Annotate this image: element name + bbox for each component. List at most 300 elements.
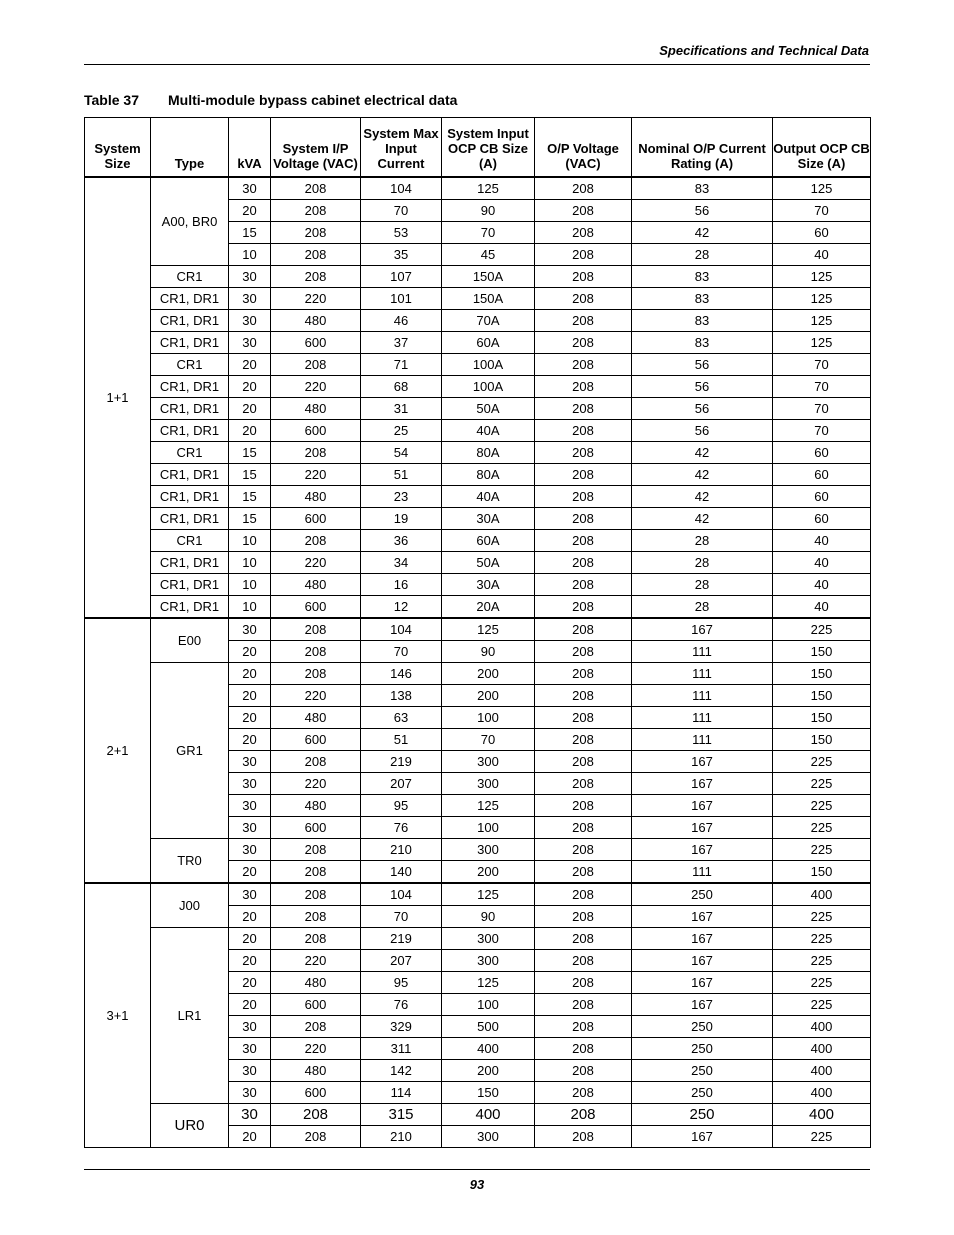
output-voltage-cell: 208 xyxy=(535,177,632,200)
output-voltage-cell: 208 xyxy=(535,707,632,729)
input-voltage-cell: 208 xyxy=(271,266,361,288)
max-input-current-cell: 146 xyxy=(361,663,442,685)
table-row xyxy=(85,1104,871,1126)
input-ocp-cell: 150A xyxy=(442,266,535,288)
input-ocp-cell: 70A xyxy=(442,310,535,332)
type-cell: CR1, DR1 xyxy=(151,332,229,354)
max-input-current-cell: 210 xyxy=(361,839,442,861)
max-input-current-cell: 70 xyxy=(361,906,442,928)
max-input-current-cell: 51 xyxy=(361,729,442,751)
table-row xyxy=(85,596,871,619)
table-row xyxy=(85,486,871,508)
input-ocp-cell: 90 xyxy=(442,641,535,663)
type-cell: CR1 xyxy=(151,530,229,552)
output-voltage-cell: 208 xyxy=(535,883,632,906)
kva-cell: 30 xyxy=(229,288,271,310)
output-ocp-cell: 225 xyxy=(773,773,871,795)
input-ocp-cell: 20A xyxy=(442,596,535,619)
column-header: System Input OCP CB Size (A) xyxy=(442,118,535,178)
nominal-output-current-cell: 83 xyxy=(632,266,773,288)
output-ocp-cell: 400 xyxy=(773,1104,871,1126)
input-ocp-cell: 500 xyxy=(442,1016,535,1038)
output-ocp-cell: 125 xyxy=(773,266,871,288)
output-ocp-cell: 125 xyxy=(773,332,871,354)
input-voltage-cell: 208 xyxy=(271,244,361,266)
input-voltage-cell: 480 xyxy=(271,795,361,817)
nominal-output-current-cell: 167 xyxy=(632,773,773,795)
input-voltage-cell: 220 xyxy=(271,376,361,398)
input-voltage-cell: 600 xyxy=(271,508,361,530)
output-voltage-cell: 208 xyxy=(535,950,632,972)
output-voltage-cell: 208 xyxy=(535,685,632,707)
output-voltage-cell: 208 xyxy=(535,817,632,839)
input-voltage-cell: 208 xyxy=(271,751,361,773)
input-ocp-cell: 400 xyxy=(442,1104,535,1126)
nominal-output-current-cell: 28 xyxy=(632,244,773,266)
output-voltage-cell: 208 xyxy=(535,288,632,310)
kva-cell: 10 xyxy=(229,552,271,574)
output-voltage-cell: 208 xyxy=(535,641,632,663)
type-cell: GR1 xyxy=(151,663,229,839)
kva-cell: 30 xyxy=(229,839,271,861)
nominal-output-current-cell: 167 xyxy=(632,751,773,773)
max-input-current-cell: 95 xyxy=(361,972,442,994)
input-voltage-cell: 208 xyxy=(271,861,361,884)
max-input-current-cell: 71 xyxy=(361,354,442,376)
input-voltage-cell: 208 xyxy=(271,177,361,200)
kva-cell: 15 xyxy=(229,222,271,244)
output-ocp-cell: 40 xyxy=(773,552,871,574)
kva-cell: 30 xyxy=(229,1016,271,1038)
max-input-current-cell: 311 xyxy=(361,1038,442,1060)
input-voltage-cell: 220 xyxy=(271,1038,361,1060)
input-ocp-cell: 30A xyxy=(442,574,535,596)
output-ocp-cell: 70 xyxy=(773,354,871,376)
max-input-current-cell: 101 xyxy=(361,288,442,310)
max-input-current-cell: 68 xyxy=(361,376,442,398)
input-ocp-cell: 40A xyxy=(442,420,535,442)
table-row xyxy=(85,310,871,332)
input-voltage-cell: 480 xyxy=(271,310,361,332)
column-header: Type xyxy=(151,118,229,178)
output-voltage-cell: 208 xyxy=(535,1126,632,1148)
input-ocp-cell: 400 xyxy=(442,1038,535,1060)
output-ocp-cell: 225 xyxy=(773,950,871,972)
output-ocp-cell: 60 xyxy=(773,464,871,486)
kva-cell: 10 xyxy=(229,596,271,619)
table-row xyxy=(85,663,871,685)
column-header: Output OCP CB Size (A) xyxy=(773,118,871,178)
input-ocp-cell: 300 xyxy=(442,773,535,795)
type-cell: LR1 xyxy=(151,928,229,1104)
type-cell: CR1, DR1 xyxy=(151,376,229,398)
output-ocp-cell: 70 xyxy=(773,420,871,442)
kva-cell: 15 xyxy=(229,486,271,508)
output-ocp-cell: 150 xyxy=(773,641,871,663)
kva-cell: 20 xyxy=(229,376,271,398)
system-size-cell: 3+1 xyxy=(85,883,151,1148)
input-ocp-cell: 45 xyxy=(442,244,535,266)
input-ocp-cell: 125 xyxy=(442,972,535,994)
output-voltage-cell: 208 xyxy=(535,222,632,244)
nominal-output-current-cell: 167 xyxy=(632,950,773,972)
input-ocp-cell: 100 xyxy=(442,817,535,839)
max-input-current-cell: 70 xyxy=(361,200,442,222)
column-header: System Max Input Current xyxy=(361,118,442,178)
kva-cell: 20 xyxy=(229,928,271,950)
nominal-output-current-cell: 83 xyxy=(632,177,773,200)
output-ocp-cell: 40 xyxy=(773,244,871,266)
table-row xyxy=(85,618,871,641)
input-ocp-cell: 100 xyxy=(442,707,535,729)
output-voltage-cell: 208 xyxy=(535,442,632,464)
output-voltage-cell: 208 xyxy=(535,464,632,486)
output-voltage-cell: 208 xyxy=(535,663,632,685)
type-cell: CR1, DR1 xyxy=(151,398,229,420)
output-ocp-cell: 40 xyxy=(773,574,871,596)
kva-cell: 20 xyxy=(229,641,271,663)
max-input-current-cell: 207 xyxy=(361,950,442,972)
output-ocp-cell: 225 xyxy=(773,994,871,1016)
output-voltage-cell: 208 xyxy=(535,795,632,817)
nominal-output-current-cell: 111 xyxy=(632,663,773,685)
output-ocp-cell: 125 xyxy=(773,288,871,310)
input-voltage-cell: 208 xyxy=(271,839,361,861)
nominal-output-current-cell: 111 xyxy=(632,641,773,663)
table-row xyxy=(85,420,871,442)
nominal-output-current-cell: 250 xyxy=(632,1038,773,1060)
output-ocp-cell: 150 xyxy=(773,861,871,884)
output-voltage-cell: 208 xyxy=(535,552,632,574)
input-ocp-cell: 125 xyxy=(442,618,535,641)
nominal-output-current-cell: 42 xyxy=(632,464,773,486)
max-input-current-cell: 63 xyxy=(361,707,442,729)
table-row xyxy=(85,464,871,486)
input-voltage-cell: 220 xyxy=(271,685,361,707)
type-cell: CR1, DR1 xyxy=(151,596,229,619)
nominal-output-current-cell: 28 xyxy=(632,552,773,574)
input-voltage-cell: 600 xyxy=(271,332,361,354)
output-voltage-cell: 208 xyxy=(535,839,632,861)
input-ocp-cell: 70 xyxy=(442,729,535,751)
kva-cell: 15 xyxy=(229,464,271,486)
max-input-current-cell: 76 xyxy=(361,817,442,839)
kva-cell: 20 xyxy=(229,1126,271,1148)
nominal-output-current-cell: 56 xyxy=(632,200,773,222)
input-ocp-cell: 150 xyxy=(442,1082,535,1104)
output-voltage-cell: 208 xyxy=(535,266,632,288)
kva-cell: 30 xyxy=(229,773,271,795)
output-ocp-cell: 70 xyxy=(773,376,871,398)
max-input-current-cell: 51 xyxy=(361,464,442,486)
kva-cell: 20 xyxy=(229,729,271,751)
column-header: System Size xyxy=(85,118,151,178)
nominal-output-current-cell: 28 xyxy=(632,574,773,596)
output-ocp-cell: 60 xyxy=(773,508,871,530)
kva-cell: 10 xyxy=(229,574,271,596)
input-ocp-cell: 80A xyxy=(442,442,535,464)
kva-cell: 30 xyxy=(229,1060,271,1082)
system-size-cell: 2+1 xyxy=(85,618,151,883)
kva-cell: 30 xyxy=(229,266,271,288)
output-voltage-cell: 208 xyxy=(535,508,632,530)
input-ocp-cell: 90 xyxy=(442,906,535,928)
output-ocp-cell: 70 xyxy=(773,398,871,420)
input-ocp-cell: 60A xyxy=(442,530,535,552)
column-header: kVA xyxy=(229,118,271,178)
nominal-output-current-cell: 56 xyxy=(632,398,773,420)
input-ocp-cell: 50A xyxy=(442,552,535,574)
output-voltage-cell: 208 xyxy=(535,751,632,773)
type-cell: E00 xyxy=(151,618,229,663)
input-voltage-cell: 480 xyxy=(271,574,361,596)
input-voltage-cell: 208 xyxy=(271,641,361,663)
table-row xyxy=(85,398,871,420)
input-ocp-cell: 300 xyxy=(442,1126,535,1148)
nominal-output-current-cell: 83 xyxy=(632,288,773,310)
nominal-output-current-cell: 167 xyxy=(632,994,773,1016)
input-voltage-cell: 480 xyxy=(271,1060,361,1082)
input-voltage-cell: 208 xyxy=(271,928,361,950)
table-header-row xyxy=(85,118,871,178)
footer-rule xyxy=(84,1169,870,1170)
input-ocp-cell: 300 xyxy=(442,751,535,773)
kva-cell: 30 xyxy=(229,310,271,332)
nominal-output-current-cell: 250 xyxy=(632,1016,773,1038)
nominal-output-current-cell: 167 xyxy=(632,795,773,817)
max-input-current-cell: 95 xyxy=(361,795,442,817)
output-ocp-cell: 150 xyxy=(773,729,871,751)
max-input-current-cell: 114 xyxy=(361,1082,442,1104)
input-voltage-cell: 220 xyxy=(271,950,361,972)
output-ocp-cell: 60 xyxy=(773,442,871,464)
input-voltage-cell: 600 xyxy=(271,1082,361,1104)
table-number: Table 37 xyxy=(84,92,139,108)
kva-cell: 20 xyxy=(229,906,271,928)
output-ocp-cell: 225 xyxy=(773,1126,871,1148)
nominal-output-current-cell: 167 xyxy=(632,1126,773,1148)
kva-cell: 15 xyxy=(229,508,271,530)
output-voltage-cell: 208 xyxy=(535,574,632,596)
kva-cell: 20 xyxy=(229,685,271,707)
output-voltage-cell: 208 xyxy=(535,398,632,420)
kva-cell: 30 xyxy=(229,1082,271,1104)
input-ocp-cell: 100A xyxy=(442,354,535,376)
nominal-output-current-cell: 111 xyxy=(632,685,773,707)
kva-cell: 15 xyxy=(229,442,271,464)
output-voltage-cell: 208 xyxy=(535,1038,632,1060)
nominal-output-current-cell: 167 xyxy=(632,906,773,928)
input-ocp-cell: 80A xyxy=(442,464,535,486)
table-body xyxy=(85,177,871,1148)
input-ocp-cell: 300 xyxy=(442,928,535,950)
max-input-current-cell: 25 xyxy=(361,420,442,442)
max-input-current-cell: 219 xyxy=(361,928,442,950)
output-voltage-cell: 208 xyxy=(535,773,632,795)
kva-cell: 30 xyxy=(229,177,271,200)
max-input-current-cell: 35 xyxy=(361,244,442,266)
output-ocp-cell: 225 xyxy=(773,618,871,641)
nominal-output-current-cell: 42 xyxy=(632,222,773,244)
type-cell: TR0 xyxy=(151,839,229,884)
kva-cell: 30 xyxy=(229,795,271,817)
output-ocp-cell: 60 xyxy=(773,222,871,244)
type-cell: CR1, DR1 xyxy=(151,288,229,310)
max-input-current-cell: 70 xyxy=(361,641,442,663)
input-ocp-cell: 200 xyxy=(442,663,535,685)
output-voltage-cell: 208 xyxy=(535,596,632,619)
max-input-current-cell: 140 xyxy=(361,861,442,884)
table-row xyxy=(85,928,871,950)
output-ocp-cell: 40 xyxy=(773,596,871,619)
table-title: Multi-module bypass cabinet electrical data xyxy=(168,92,458,108)
input-voltage-cell: 208 xyxy=(271,883,361,906)
output-ocp-cell: 225 xyxy=(773,839,871,861)
input-voltage-cell: 208 xyxy=(271,663,361,685)
max-input-current-cell: 329 xyxy=(361,1016,442,1038)
input-voltage-cell: 600 xyxy=(271,420,361,442)
input-voltage-cell: 208 xyxy=(271,442,361,464)
table-row xyxy=(85,354,871,376)
output-voltage-cell: 208 xyxy=(535,376,632,398)
nominal-output-current-cell: 28 xyxy=(632,596,773,619)
type-cell: CR1, DR1 xyxy=(151,508,229,530)
output-voltage-cell: 208 xyxy=(535,861,632,884)
kva-cell: 30 xyxy=(229,618,271,641)
nominal-output-current-cell: 167 xyxy=(632,817,773,839)
output-voltage-cell: 208 xyxy=(535,618,632,641)
output-ocp-cell: 40 xyxy=(773,530,871,552)
nominal-output-current-cell: 56 xyxy=(632,376,773,398)
table-row xyxy=(85,266,871,288)
kva-cell: 20 xyxy=(229,354,271,376)
max-input-current-cell: 107 xyxy=(361,266,442,288)
input-voltage-cell: 600 xyxy=(271,817,361,839)
table-row xyxy=(85,574,871,596)
table-row xyxy=(85,376,871,398)
input-voltage-cell: 220 xyxy=(271,464,361,486)
max-input-current-cell: 104 xyxy=(361,883,442,906)
kva-cell: 30 xyxy=(229,751,271,773)
input-ocp-cell: 200 xyxy=(442,1060,535,1082)
max-input-current-cell: 219 xyxy=(361,751,442,773)
nominal-output-current-cell: 56 xyxy=(632,420,773,442)
table-row xyxy=(85,288,871,310)
output-ocp-cell: 225 xyxy=(773,817,871,839)
nominal-output-current-cell: 167 xyxy=(632,618,773,641)
input-ocp-cell: 100 xyxy=(442,994,535,1016)
input-voltage-cell: 480 xyxy=(271,486,361,508)
type-cell: CR1, DR1 xyxy=(151,552,229,574)
max-input-current-cell: 36 xyxy=(361,530,442,552)
output-voltage-cell: 208 xyxy=(535,994,632,1016)
input-ocp-cell: 40A xyxy=(442,486,535,508)
table-row xyxy=(85,530,871,552)
input-voltage-cell: 208 xyxy=(271,618,361,641)
input-voltage-cell: 220 xyxy=(271,552,361,574)
input-ocp-cell: 125 xyxy=(442,795,535,817)
max-input-current-cell: 31 xyxy=(361,398,442,420)
max-input-current-cell: 53 xyxy=(361,222,442,244)
type-cell: CR1, DR1 xyxy=(151,464,229,486)
input-voltage-cell: 208 xyxy=(271,1126,361,1148)
kva-cell: 10 xyxy=(229,530,271,552)
output-voltage-cell: 208 xyxy=(535,244,632,266)
output-ocp-cell: 125 xyxy=(773,310,871,332)
nominal-output-current-cell: 111 xyxy=(632,729,773,751)
nominal-output-current-cell: 83 xyxy=(632,310,773,332)
output-voltage-cell: 208 xyxy=(535,1016,632,1038)
table-row xyxy=(85,442,871,464)
kva-cell: 30 xyxy=(229,883,271,906)
max-input-current-cell: 210 xyxy=(361,1126,442,1148)
kva-cell: 20 xyxy=(229,861,271,884)
input-ocp-cell: 30A xyxy=(442,508,535,530)
output-ocp-cell: 125 xyxy=(773,177,871,200)
kva-cell: 20 xyxy=(229,707,271,729)
input-voltage-cell: 600 xyxy=(271,994,361,1016)
input-voltage-cell: 208 xyxy=(271,354,361,376)
max-input-current-cell: 37 xyxy=(361,332,442,354)
output-voltage-cell: 208 xyxy=(535,729,632,751)
electrical-data-table xyxy=(84,117,871,1148)
table-row xyxy=(85,177,871,200)
nominal-output-current-cell: 111 xyxy=(632,861,773,884)
input-voltage-cell: 480 xyxy=(271,398,361,420)
max-input-current-cell: 76 xyxy=(361,994,442,1016)
type-cell: CR1 xyxy=(151,442,229,464)
nominal-output-current-cell: 250 xyxy=(632,1104,773,1126)
output-voltage-cell: 208 xyxy=(535,1104,632,1126)
nominal-output-current-cell: 42 xyxy=(632,508,773,530)
column-header: Nominal O/P Current Rating (A) xyxy=(632,118,773,178)
output-voltage-cell: 208 xyxy=(535,332,632,354)
nominal-output-current-cell: 250 xyxy=(632,883,773,906)
output-ocp-cell: 400 xyxy=(773,1082,871,1104)
output-voltage-cell: 208 xyxy=(535,1082,632,1104)
nominal-output-current-cell: 250 xyxy=(632,1082,773,1104)
input-ocp-cell: 90 xyxy=(442,200,535,222)
max-input-current-cell: 104 xyxy=(361,177,442,200)
input-ocp-cell: 125 xyxy=(442,177,535,200)
output-ocp-cell: 400 xyxy=(773,883,871,906)
max-input-current-cell: 138 xyxy=(361,685,442,707)
input-voltage-cell: 480 xyxy=(271,972,361,994)
input-ocp-cell: 300 xyxy=(442,950,535,972)
nominal-output-current-cell: 28 xyxy=(632,530,773,552)
output-ocp-cell: 60 xyxy=(773,486,871,508)
max-input-current-cell: 12 xyxy=(361,596,442,619)
output-ocp-cell: 225 xyxy=(773,928,871,950)
input-voltage-cell: 208 xyxy=(271,200,361,222)
max-input-current-cell: 104 xyxy=(361,618,442,641)
max-input-current-cell: 16 xyxy=(361,574,442,596)
max-input-current-cell: 23 xyxy=(361,486,442,508)
nominal-output-current-cell: 42 xyxy=(632,486,773,508)
nominal-output-current-cell: 83 xyxy=(632,332,773,354)
input-ocp-cell: 125 xyxy=(442,883,535,906)
type-cell: CR1 xyxy=(151,354,229,376)
input-ocp-cell: 150A xyxy=(442,288,535,310)
output-ocp-cell: 225 xyxy=(773,972,871,994)
nominal-output-current-cell: 250 xyxy=(632,1060,773,1082)
type-cell: CR1, DR1 xyxy=(151,574,229,596)
output-voltage-cell: 208 xyxy=(535,530,632,552)
input-ocp-cell: 100A xyxy=(442,376,535,398)
input-voltage-cell: 220 xyxy=(271,288,361,310)
table-row xyxy=(85,883,871,906)
output-ocp-cell: 225 xyxy=(773,795,871,817)
